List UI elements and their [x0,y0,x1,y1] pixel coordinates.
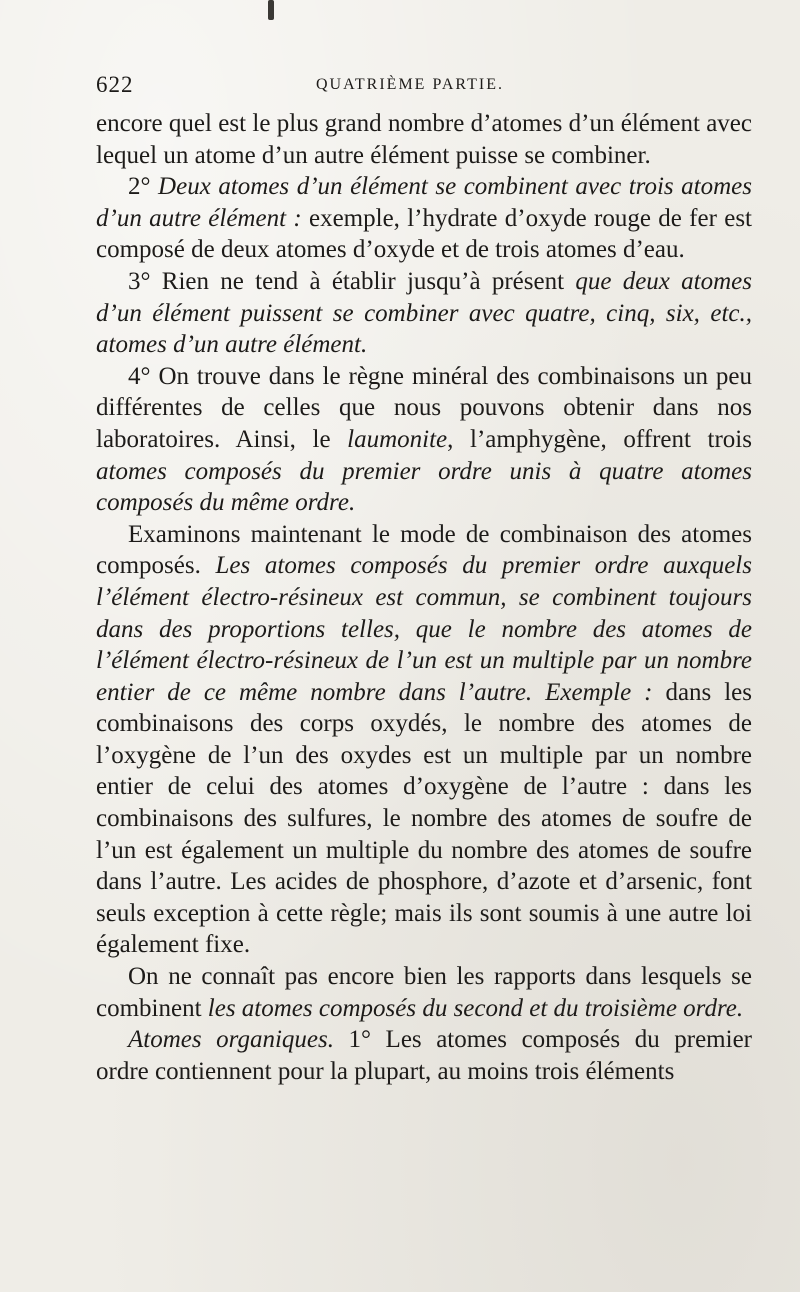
text-run: encore quel est le plus grand nombre d’atomes d’un élément avec lequel un atome d’un autre élément puisse se combiner. [96,110,752,169]
italic-run: que deux atomes d’un élément puissent se combiner avec quatre, cinq, six, etc., atomes d’un autre élément. [96,267,752,359]
italic-run: Atomes organiques. [128,1026,334,1054]
text-run: dans les combinaisons des corps oxydés, le nombre des atomes de l’oxygène de l’un des oxydes est un multiple par un nombre entier de celui des atomes d’oxygène de l’autre : dans les combinaisons des sulfures, le nombre des atomes de soufre de l’un est également un multiple du nombre des atomes de soufre dans l’autre. Les acides de phosphore, d’azote et d’arsenic, font seuls exception à cette règle; mais ils sont soumis à une autre loi également fixe. [96,678,752,959]
ink-mark [268,0,274,20]
paragraph-rule-3 [96,266,752,361]
paragraph-continuation [96,108,752,171]
italic-run: Deux atomes d’un élément se combinent avec trois atomes d’un autre élément : [96,173,752,232]
paragraph-higher-orders [96,961,752,1024]
italic-run: les atomes composés du second et du troisième ordre. [207,994,744,1022]
text-run: 1° Les atomes composés du premier ordre contiennent pour la plupart, au moins trois éléments [96,1026,752,1085]
text-run: 4° On trouve dans le règne minéral des combinaisons un peu différentes de celles que nous pouvons obtenir dans nos laboratoires. Ainsi, le [96,362,752,453]
text-run: , l’amphygène, offrent trois [447,425,752,453]
italic-run: laumonite [347,425,448,453]
body-text [96,108,752,1087]
text-run: 2° [128,173,159,201]
italic-run: atomes composés du premier ordre unis à quatre atomes composés du même ordre. [96,457,752,517]
text-run: Examinons maintenant le mode de combinaison des atomes composés. [96,520,752,580]
paragraph-rule-4 [96,361,752,519]
text-run: exemple, l’hydrate d’oxyde rouge de fer est composé de deux atomes d’oxyde et de trois atomes d’eau. [96,204,752,264]
text-run: On ne connaît pas encore bien les rapports dans lesquels se combinent [96,963,752,1022]
text-run: 3° Rien ne tend à établir jusqu’à présent [128,267,576,295]
italic-run: Les atomes composés du premier ordre auxquels l’élément électro-résineux est commun, se combinent toujours dans des proportions telles, que le nombre des atomes de l’élément électro-résineux de l’un est un multiple par un nombre entier de ce même nombre dans l’autre. Exemple : [96,552,752,706]
paragraph-rule-2 [96,171,752,266]
page-number: 622 [96,72,134,97]
paragraph-compound-atoms [96,519,752,961]
running-header [96,72,752,100]
paragraph-organic-atoms [96,1024,752,1087]
section-title: QUATRIÈME PARTIE. [316,76,505,93]
